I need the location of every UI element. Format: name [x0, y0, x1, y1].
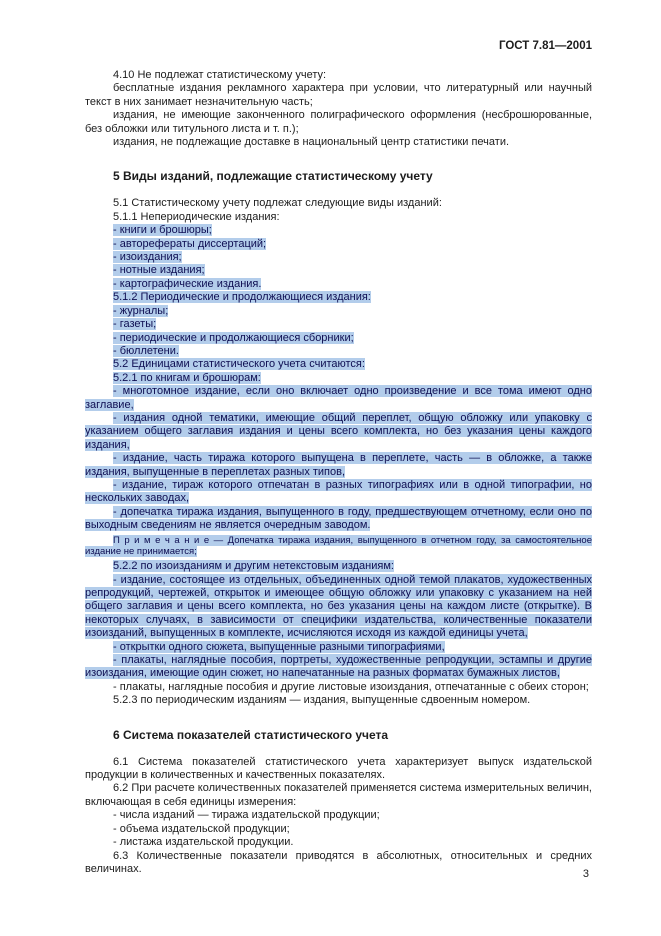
paragraph-text: - бюллетени.	[113, 344, 179, 357]
paragraph-text: - издания одной тематики, имеющие общий переплет, общую обложку или упаковку с указанием общего заглавия издания и цены всего комплекта, но без указания цены каждого издания,	[85, 411, 592, 451]
paragraph-text: издания, не подлежащие доставке в национальный центр статистики печати.	[113, 136, 510, 149]
paragraph	[85, 694, 592, 707]
paragraph-text: - периодические и продолжающиеся сборники;	[113, 331, 354, 344]
note-paragraph	[85, 535, 592, 559]
section-heading	[85, 728, 592, 742]
paragraph-text: 5.2.2 по изоизданиям и другим нетекстовым изданиям:	[113, 560, 394, 573]
page-header	[85, 40, 592, 53]
list-item	[85, 385, 592, 412]
paragraph	[85, 211, 592, 224]
paragraph-text: - газеты;	[113, 318, 157, 331]
paragraph	[85, 136, 592, 149]
paragraph	[85, 197, 592, 210]
list-item	[85, 452, 592, 479]
list-item	[85, 224, 592, 237]
paragraph-text: 5.2.1 по книгам и брошюрам:	[113, 371, 261, 384]
paragraph-text: П р и м е ч а н и е — Допечатка тиража издания, выпущенного в отчетном году, за самостоятельное издание не принимается;	[85, 534, 592, 558]
paragraph	[85, 291, 592, 304]
paragraph-text: 5.1 Статистическому учету подлежат следующие виды изданий:	[113, 197, 442, 210]
paragraph-text: - изоиздания;	[113, 251, 182, 264]
list-item	[85, 345, 592, 358]
list-item	[85, 654, 592, 681]
paragraph-text: - издание, тираж которого отпечатан в разных типографиях или в одной типографии, но нескольких заводах,	[85, 478, 592, 505]
paragraph	[85, 358, 592, 371]
list-item	[85, 506, 592, 533]
list-item	[85, 641, 592, 654]
paragraph	[85, 782, 592, 809]
paragraph	[85, 756, 592, 783]
paragraph-text: - книги и брошюры;	[113, 224, 212, 237]
paragraph-text: - авторефераты диссертаций;	[113, 237, 267, 250]
paragraph	[85, 69, 592, 82]
paragraph-text: - многотомное издание, если оно включает одно произведение и все тома имеют одно заглавие,	[85, 385, 592, 411]
list-item	[85, 264, 592, 277]
paragraph-text: - плакаты, наглядные пособия, портреты, художественные репродукции, эстампы и другие изоиздания, имеющие один сюжет, но напечатанные на разных форматах бумажных листов,	[85, 654, 592, 680]
standard-number: ГОСТ 7.81—2001	[498, 40, 592, 52]
paragraph-text: - плакаты, наглядные пособия и другие листовые изоиздания, отпечатанные с обеих сторон;	[113, 680, 589, 693]
list-item	[85, 251, 592, 264]
paragraph-text: - листажа издательской продукции.	[113, 836, 294, 849]
paragraph-text: 5.1.2 Периодические и продолжающиеся издания:	[113, 291, 371, 304]
paragraph-text: 5.2 Единицами статистического учета считаются:	[113, 358, 365, 371]
paragraph-text: - издание, часть тиража которого выпущена в переплете, часть — в обложке, а также издания, выпущенные в переплетах разных типов,	[85, 452, 592, 478]
paragraph-text: - нотные издания;	[113, 264, 205, 277]
paragraph-text: - числа изданий — тиража издательской продукции;	[113, 809, 380, 822]
paragraph-text: - издание, состоящее из отдельных, объединенных одной темой плакатов, художественных репродукций, чертежей, открыток и имеющее общую обложку или упаковку с указанием на ней общего заглавия и цены всего комплекта, но без указания цены на каждом листе (открытке). В некоторых случаях, в зависимости от специфики издательства, количественные показатели изоизданий, выпущенных в комплекте, исчисляются исходя из каждой единицы учета,	[85, 573, 592, 640]
paragraph	[85, 850, 592, 877]
paragraph-text: - объема издательской продукции;	[113, 822, 290, 835]
paragraph-text: - картографические издания.	[113, 277, 262, 290]
page-number: 3	[582, 868, 589, 880]
paragraph-text: 5 Виды изданий, подлежащие статистическому учету	[113, 169, 433, 184]
list-item	[85, 574, 592, 641]
list-item	[85, 238, 592, 251]
section-heading	[85, 169, 592, 183]
list-item	[85, 318, 592, 331]
paragraph-text: 5.2.3 по периодическим изданиям — издания, выпущенные сдвоенным номером.	[113, 694, 531, 707]
paragraph-text: бесплатные издания рекламного характера при условии, что литературный или научный текст в них занимает незначительную часть;	[85, 82, 592, 108]
list-item	[85, 332, 592, 345]
list-item	[85, 836, 592, 849]
paragraph-text: - журналы;	[113, 304, 169, 317]
list-item	[85, 681, 592, 694]
document-body	[85, 69, 592, 876]
paragraph-text: 6 Система показателей статистического учета	[113, 727, 389, 742]
paragraph	[85, 372, 592, 385]
paragraph	[85, 82, 592, 109]
paragraph	[85, 109, 592, 136]
paragraph-text: 4.10 Не подлежат статистическому учету:	[113, 69, 327, 81]
paragraph-text: 6.3 Количественные показатели приводятся в абсолютных, относительных и средних величинах.	[85, 849, 592, 875]
paragraph-text: 5.1.1 Непериодические издания:	[113, 210, 280, 223]
paragraph-text: 6.2 При расчете количественных показателей применяется система измерительных величин, включающая в себя единицы измерения:	[85, 782, 592, 808]
list-item	[85, 305, 592, 318]
paragraph-text: издания, не имеющие законченного полиграфического оформления (несброшюрованные, без обложки или титульного листа и т. п.);	[85, 109, 592, 135]
list-item	[85, 823, 592, 836]
list-item	[85, 479, 592, 506]
list-item	[85, 412, 592, 452]
list-item	[85, 278, 592, 291]
paragraph	[85, 560, 592, 573]
paragraph-text: - допечатка тиража издания, выпущенного в году, предшествующем отчетному, если оно по выходным сведениям не является очередным заводом.	[85, 505, 592, 532]
list-item	[85, 809, 592, 822]
paragraph-text: 6.1 Система показателей статистического учета характеризует выпуск издательской продукции в количественных и качественных показателях.	[85, 755, 592, 782]
paragraph-text: - открытки одного сюжета, выпущенные разными типографиями,	[113, 640, 445, 653]
